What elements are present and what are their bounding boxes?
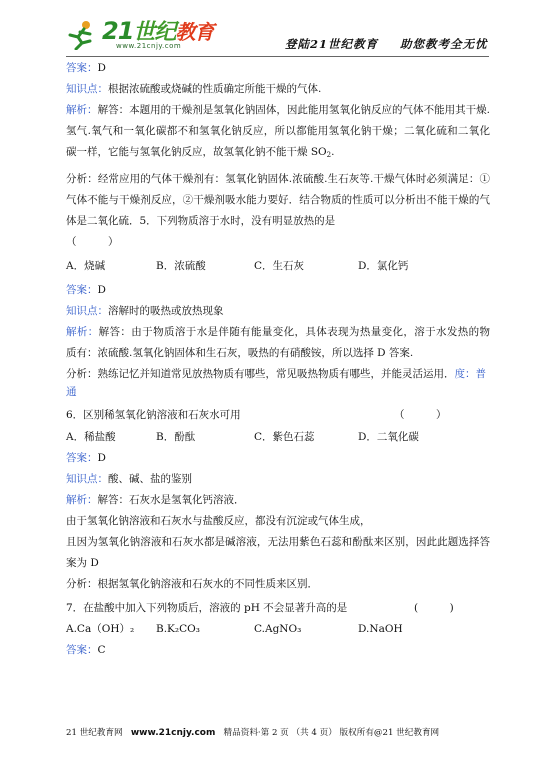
choice-option: A.Ca（OH）₂ xyxy=(66,623,135,635)
text-line xyxy=(66,451,106,467)
text-line xyxy=(66,325,490,341)
section-label: 知识点： xyxy=(66,473,108,485)
logo-url: www.21cnjy.com xyxy=(116,42,182,50)
text-span: D xyxy=(97,62,106,74)
text-span: 溶解时的吸热或放热现象 xyxy=(108,305,224,317)
text-span: 7．在盐酸中加入下列物质后，溶液的 pH 不会显著升高的是 xyxy=(66,602,348,614)
footer-site-name: 21 世纪教育网 xyxy=(66,728,123,738)
text-span: 解答：本题用的干燥剂是氢氧化钠固体，因此能用氢氧化钠反应的气体不能用其干燥. xyxy=(97,104,491,116)
text-span: （ ） xyxy=(394,409,447,421)
text-line xyxy=(66,346,413,362)
choice-option: D.NaOH xyxy=(358,623,403,635)
text-span: 6．区别稀氢氧化钠溶液和石灰水可用 xyxy=(66,409,241,421)
text-span: 气体不能与干燥剂反应，②干燥剂吸水能力要好．结合物质的性质可以分析出不能干燥的气 xyxy=(66,194,490,206)
text-span: 分析：经常应用的气体干燥剂有：氢氧化钠固体.浓硫酸.生石灰等.干燥气体时必须满足：① xyxy=(66,173,490,185)
text-line xyxy=(66,214,335,230)
text-line xyxy=(66,367,486,383)
text-line xyxy=(66,493,245,509)
text-line xyxy=(66,535,490,551)
text-line xyxy=(66,145,334,161)
section-label: 答案： xyxy=(66,644,98,656)
section-label: 度：普 xyxy=(454,368,486,380)
text-span: 体是二氧化硫．5．下列物质溶于水时，没有明显放热的是 xyxy=(66,215,336,227)
page-header xyxy=(0,0,553,58)
text-line xyxy=(66,408,447,424)
section-label: 答案： xyxy=(66,62,98,74)
choice-option: C.AgNO₃ xyxy=(254,623,302,635)
text-span: D xyxy=(97,284,106,296)
choice-option: A．烧碱 xyxy=(66,260,106,272)
text-line xyxy=(66,385,77,401)
text-line xyxy=(66,172,490,188)
choice-option: A．稀盐酸 xyxy=(66,431,116,443)
text-line xyxy=(66,556,99,572)
section-label: 答案： xyxy=(66,284,98,296)
choice-option: C．生石灰 xyxy=(254,260,305,272)
page-footer xyxy=(66,726,490,738)
text-line xyxy=(66,514,371,530)
text-line xyxy=(66,82,321,98)
text-span: 且因为氢氧化钠溶液和石灰水都是碱溶液，无法用紫色石蕊和酚酞来区别，因此此题选择答 xyxy=(66,536,490,548)
choice-option: C．紫色石蕊 xyxy=(254,431,315,443)
section-label: 通 xyxy=(66,386,77,398)
header-divider xyxy=(66,56,489,57)
text-span: 案为 D xyxy=(66,557,99,569)
footer-page-info: 精品资料·第 2 页 （共 4 页） 版权所有@21 世纪教育网 xyxy=(223,728,440,738)
choice-option: D．二氧化碳 xyxy=(358,431,419,443)
section-label: 知识点： xyxy=(66,83,108,95)
text-span: 分析：根据氢氧化钠溶液和石灰水的不同性质来区别． xyxy=(66,578,318,590)
slogan-right: 助您教考全无忧 xyxy=(400,37,488,51)
section-label: 解析： xyxy=(66,326,99,338)
text-span: 解答：石灰水是氢氧化钙溶液． xyxy=(97,494,245,506)
text-line xyxy=(66,601,454,617)
text-line xyxy=(66,472,192,488)
text-span: 碳一样，它能与氢氧化钠反应，故氢氧化钠不能干燥 SO xyxy=(66,146,327,158)
site-logo[interactable] xyxy=(66,18,216,52)
section-label: 解析： xyxy=(66,494,98,506)
section-label: 答案： xyxy=(66,452,98,464)
section-label: 解析： xyxy=(66,104,98,116)
choice-option: B．酚酞 xyxy=(156,431,196,443)
text-line xyxy=(66,283,106,299)
text-span: 酸、碱、盐的鉴别 xyxy=(108,473,192,485)
text-line xyxy=(66,643,106,659)
runner-logo-icon xyxy=(66,20,100,50)
choice-option: B.K₂CO₃ xyxy=(156,623,200,635)
text-span: 2 xyxy=(326,151,332,159)
choice-option: D．氯化钙 xyxy=(358,260,409,272)
text-span: 质有：浓硫酸.氢氧化钠固体和生石灰，吸热的有硝酸铵，所以选择 D 答案. xyxy=(66,347,414,359)
text-line xyxy=(66,61,106,77)
text-span: 分析：熟练记忆并知道常见放热物质有哪些，常见吸热物质有哪些，并能灵活运用． xyxy=(66,368,455,380)
text-span: . xyxy=(331,146,335,158)
text-line xyxy=(66,103,490,119)
text-span: 氢气.氧气和一氧化碳都不和氢氧化钠反应，所以都能用氢氧化钠干燥；二氧化硫和二氧化 xyxy=(66,125,490,137)
text-span: 解答：由于物质溶于水是伴随有能量变化，具体表现为热量变化，溶于水发热的物 xyxy=(98,326,491,338)
text-line xyxy=(66,235,119,251)
logo-wordmark: 21世纪教育 xyxy=(102,17,214,45)
text-line xyxy=(66,577,318,593)
slogan-left: 登陆21世纪教育 xyxy=(285,37,379,51)
text-line xyxy=(66,193,490,209)
text-span: D xyxy=(97,452,106,464)
text-span: 由于氢氧化钠溶液和石灰水与盐酸反应，都没有沉淀或气体生成， xyxy=(66,515,371,527)
text-line xyxy=(66,124,490,140)
footer-url[interactable]: www.21cnjy.com xyxy=(130,728,216,738)
choice-option: B．浓硫酸 xyxy=(156,260,206,272)
section-label: 知识点： xyxy=(66,305,108,317)
text-span: 根据浓硫酸或烧碱的性质确定所能干燥的气体. xyxy=(108,83,322,95)
text-line xyxy=(66,304,224,320)
text-span: ( ) xyxy=(414,602,454,614)
text-span: （ ） xyxy=(66,236,119,248)
text-span: C xyxy=(97,644,106,656)
header-slogan xyxy=(285,36,510,52)
